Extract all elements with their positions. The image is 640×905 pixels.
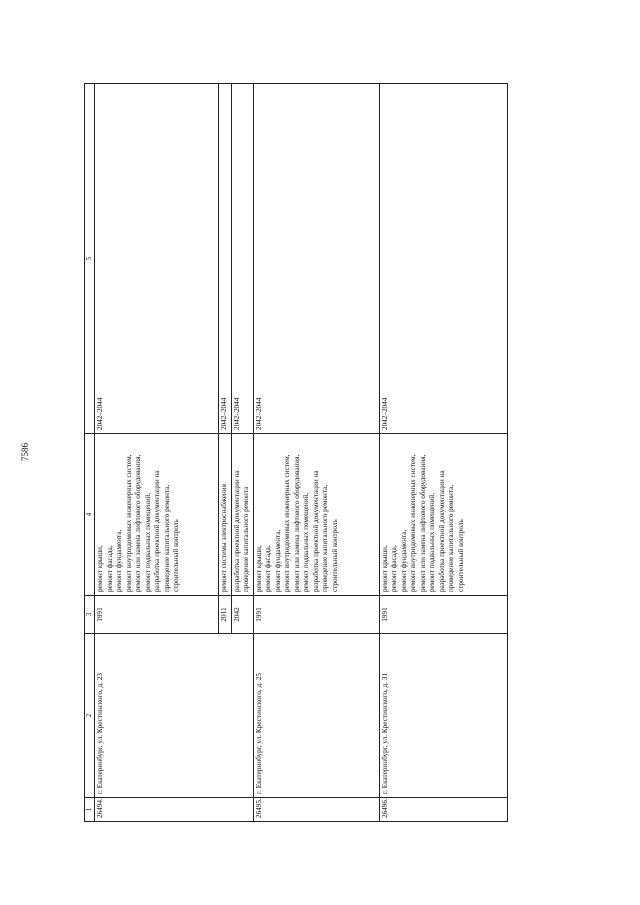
work-item: ремонт или замена лифтового оборудования,	[292, 454, 301, 592]
capital-repair-table	[84, 83, 508, 822]
header-col-3: 3	[85, 596, 95, 634]
record-works	[95, 434, 219, 596]
record-number: 26496.	[379, 798, 507, 822]
table-row	[95, 84, 219, 822]
record-works	[379, 434, 507, 596]
record-number: 26494.	[95, 798, 254, 822]
rotated-table-container	[84, 84, 556, 822]
record-period: 2042–2044	[231, 84, 253, 434]
record-year: 1991	[253, 596, 379, 634]
work-item: проведение капитального ремонта,	[162, 484, 171, 592]
table-row	[253, 84, 379, 822]
work-item: ремонт внутридомовых инженерных систем,	[409, 454, 418, 592]
record-number: 26495.	[253, 798, 379, 822]
work-item: разработка проектной документации на	[311, 470, 320, 592]
work-item: разработка проектной документации на	[153, 470, 162, 592]
work-item: ремонт фундамента,	[273, 529, 282, 592]
work-item: строительный контроль	[456, 519, 465, 592]
work-item: ремонт подвальных помещений,	[143, 492, 152, 592]
work-item: ремонт фундамента,	[399, 529, 408, 592]
record-year: 1991	[379, 596, 507, 634]
work-item: ремонт подвальных помещений,	[428, 492, 437, 592]
work-item: ремонт или замена лифтового оборудования,	[418, 454, 427, 592]
work-item: строительный контроль	[330, 519, 339, 592]
work-item: ремонт фасада,	[390, 545, 399, 592]
work-item: строительный контроль	[172, 519, 181, 592]
header-row	[85, 84, 95, 822]
work-item: проведение капитального ремонта,	[447, 484, 456, 592]
work-item: ремонт подвальных помещений,	[302, 492, 311, 592]
record-works	[231, 434, 253, 596]
record-period: 2042–2044	[95, 84, 219, 434]
record-works	[219, 434, 232, 596]
work-item: ремонт крыши,	[380, 545, 389, 592]
work-item: ремонт крыши,	[254, 545, 263, 592]
work-item: ремонт системы электроснабжения	[220, 484, 229, 592]
record-year: 1991	[95, 596, 219, 634]
page-number: 7586	[20, 443, 30, 461]
table-body	[95, 84, 508, 822]
work-item: ремонт фундамента,	[115, 529, 124, 592]
work-item: ремонт фасада,	[264, 545, 273, 592]
table-row	[379, 84, 507, 822]
work-item: ремонт внутридомовых инженерных систем,	[283, 454, 292, 592]
work-item: разработка проектной документации на	[437, 470, 446, 592]
work-item: проведение капитального ремонта,	[321, 484, 330, 592]
work-item: проведение капитального ремонта	[242, 486, 251, 592]
work-item: ремонт крыши,	[96, 545, 105, 592]
record-works	[253, 434, 379, 596]
record-year: 2042	[231, 596, 253, 634]
work-item: ремонт или замена лифтового оборудования,	[134, 454, 143, 592]
record-period: 2042–2044	[379, 84, 507, 434]
work-item: разработка проектной документации на	[232, 470, 241, 592]
work-item: ремонт внутридомовых инженерных систем,	[124, 454, 133, 592]
record-address: г. Екатеринбург, ул. Крестинского, д. 23	[95, 634, 254, 798]
record-period: 2042–2044	[219, 84, 232, 434]
record-period: 2042–2044	[253, 84, 379, 434]
record-year: 2011	[219, 596, 232, 634]
work-item: ремонт фасада,	[105, 545, 114, 592]
header-col-1: 1	[85, 798, 95, 822]
header-col-5: 5	[85, 84, 95, 434]
record-address: г. Екатеринбург, ул. Крестинского, д. 31	[379, 634, 507, 798]
header-col-2: 2	[85, 634, 95, 798]
record-address: г. Екатеринбург, ул. Крестинского, д. 25	[253, 634, 379, 798]
header-col-4: 4	[85, 434, 95, 596]
